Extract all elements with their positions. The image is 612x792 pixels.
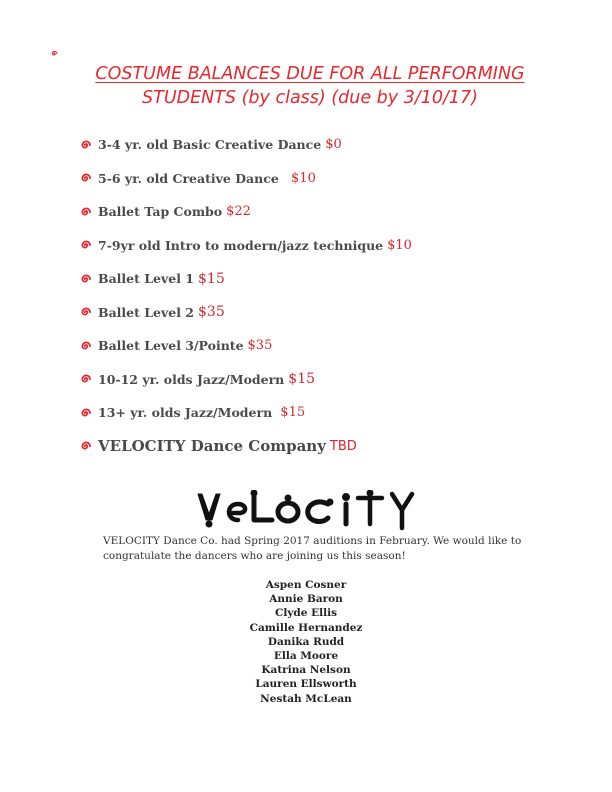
list-item (80, 262, 560, 296)
class-price: $0 (325, 137, 342, 153)
list-item: Danika Rudd (267, 635, 345, 648)
spiral-bullet-icon (80, 373, 92, 385)
list-item (80, 430, 560, 464)
spiral-bullet-icon (80, 239, 92, 251)
list-item (80, 396, 560, 430)
list-item: Aspen Cosner (265, 579, 347, 591)
class-price: $22 (226, 204, 251, 220)
class-price: $15 (288, 371, 316, 388)
class-price: $15 (198, 270, 225, 287)
class-price: $15 (276, 405, 306, 421)
class-name: 13+ yr. olds Jazz/Modern (98, 405, 273, 421)
title-line-1: COSTUME BALANCES DUE FOR ALL PERFORMING (95, 64, 525, 84)
class-price: $10 (387, 237, 412, 253)
spiral-bullet-icon (51, 50, 58, 57)
spiral-bullet-icon (80, 273, 92, 285)
page-title (70, 62, 550, 110)
spiral-bullet-icon (80, 172, 92, 184)
list-item (80, 229, 560, 263)
class-name: Ballet Level 1 (98, 271, 194, 287)
class-price: $10 (282, 170, 316, 186)
list-item: Nestah McLean (260, 692, 352, 705)
class-name: Ballet Tap Combo (98, 204, 223, 220)
class-name: 3-4 yr. old Basic Creative Dance (98, 137, 322, 153)
class-price: $35 (198, 304, 225, 321)
list-item: Clyde Ellis (274, 607, 337, 620)
announcement-text: VELOCITY Dance Co. had Spring 2017 auditions in February. We would like to congratulate the dancers who are joining us this season! (103, 535, 522, 562)
list-item: Annie Baron (269, 593, 343, 606)
list-item (80, 296, 560, 330)
list-item (80, 162, 560, 196)
spiral-bullet-icon (80, 440, 92, 452)
class-name: Ballet Level 3/Pointe (98, 338, 244, 354)
class-price: $35 (247, 338, 273, 354)
spiral-bullet-icon (80, 206, 92, 218)
spiral-bullet-icon (80, 139, 92, 151)
class-name: VELOCITY Dance Company (98, 437, 326, 456)
list-item (80, 329, 560, 363)
spiral-bullet-icon (80, 306, 92, 318)
class-name: Ballet Level 2 (98, 304, 194, 320)
class-name: 10-12 yr. olds Jazz/Modern (98, 371, 285, 387)
spiral-bullet-icon (80, 407, 92, 419)
list-item: Lauren Ellsworth (255, 678, 357, 691)
list-item (80, 128, 560, 162)
class-name: 5-6 yr. old Creative Dance (98, 170, 279, 186)
list-item: Katrina Nelson (261, 664, 351, 677)
class-name: 7-9yr old Intro to modern/jazz technique (98, 237, 384, 253)
list-item: Ella Moore (273, 650, 339, 663)
list-item (80, 363, 560, 397)
class-balance-list (80, 128, 560, 463)
velocity-logo (196, 490, 418, 532)
title-line-2: STUDENTS (by class) (due by 3/10/17) (142, 88, 478, 108)
dancer-list (200, 578, 412, 706)
logo-text: VELOCITY (196, 490, 202, 491)
spiral-bullet-icon (80, 340, 92, 352)
list-item (80, 195, 560, 229)
class-price: TBD (329, 438, 357, 454)
list-item: Camille Hernandez (249, 621, 363, 634)
